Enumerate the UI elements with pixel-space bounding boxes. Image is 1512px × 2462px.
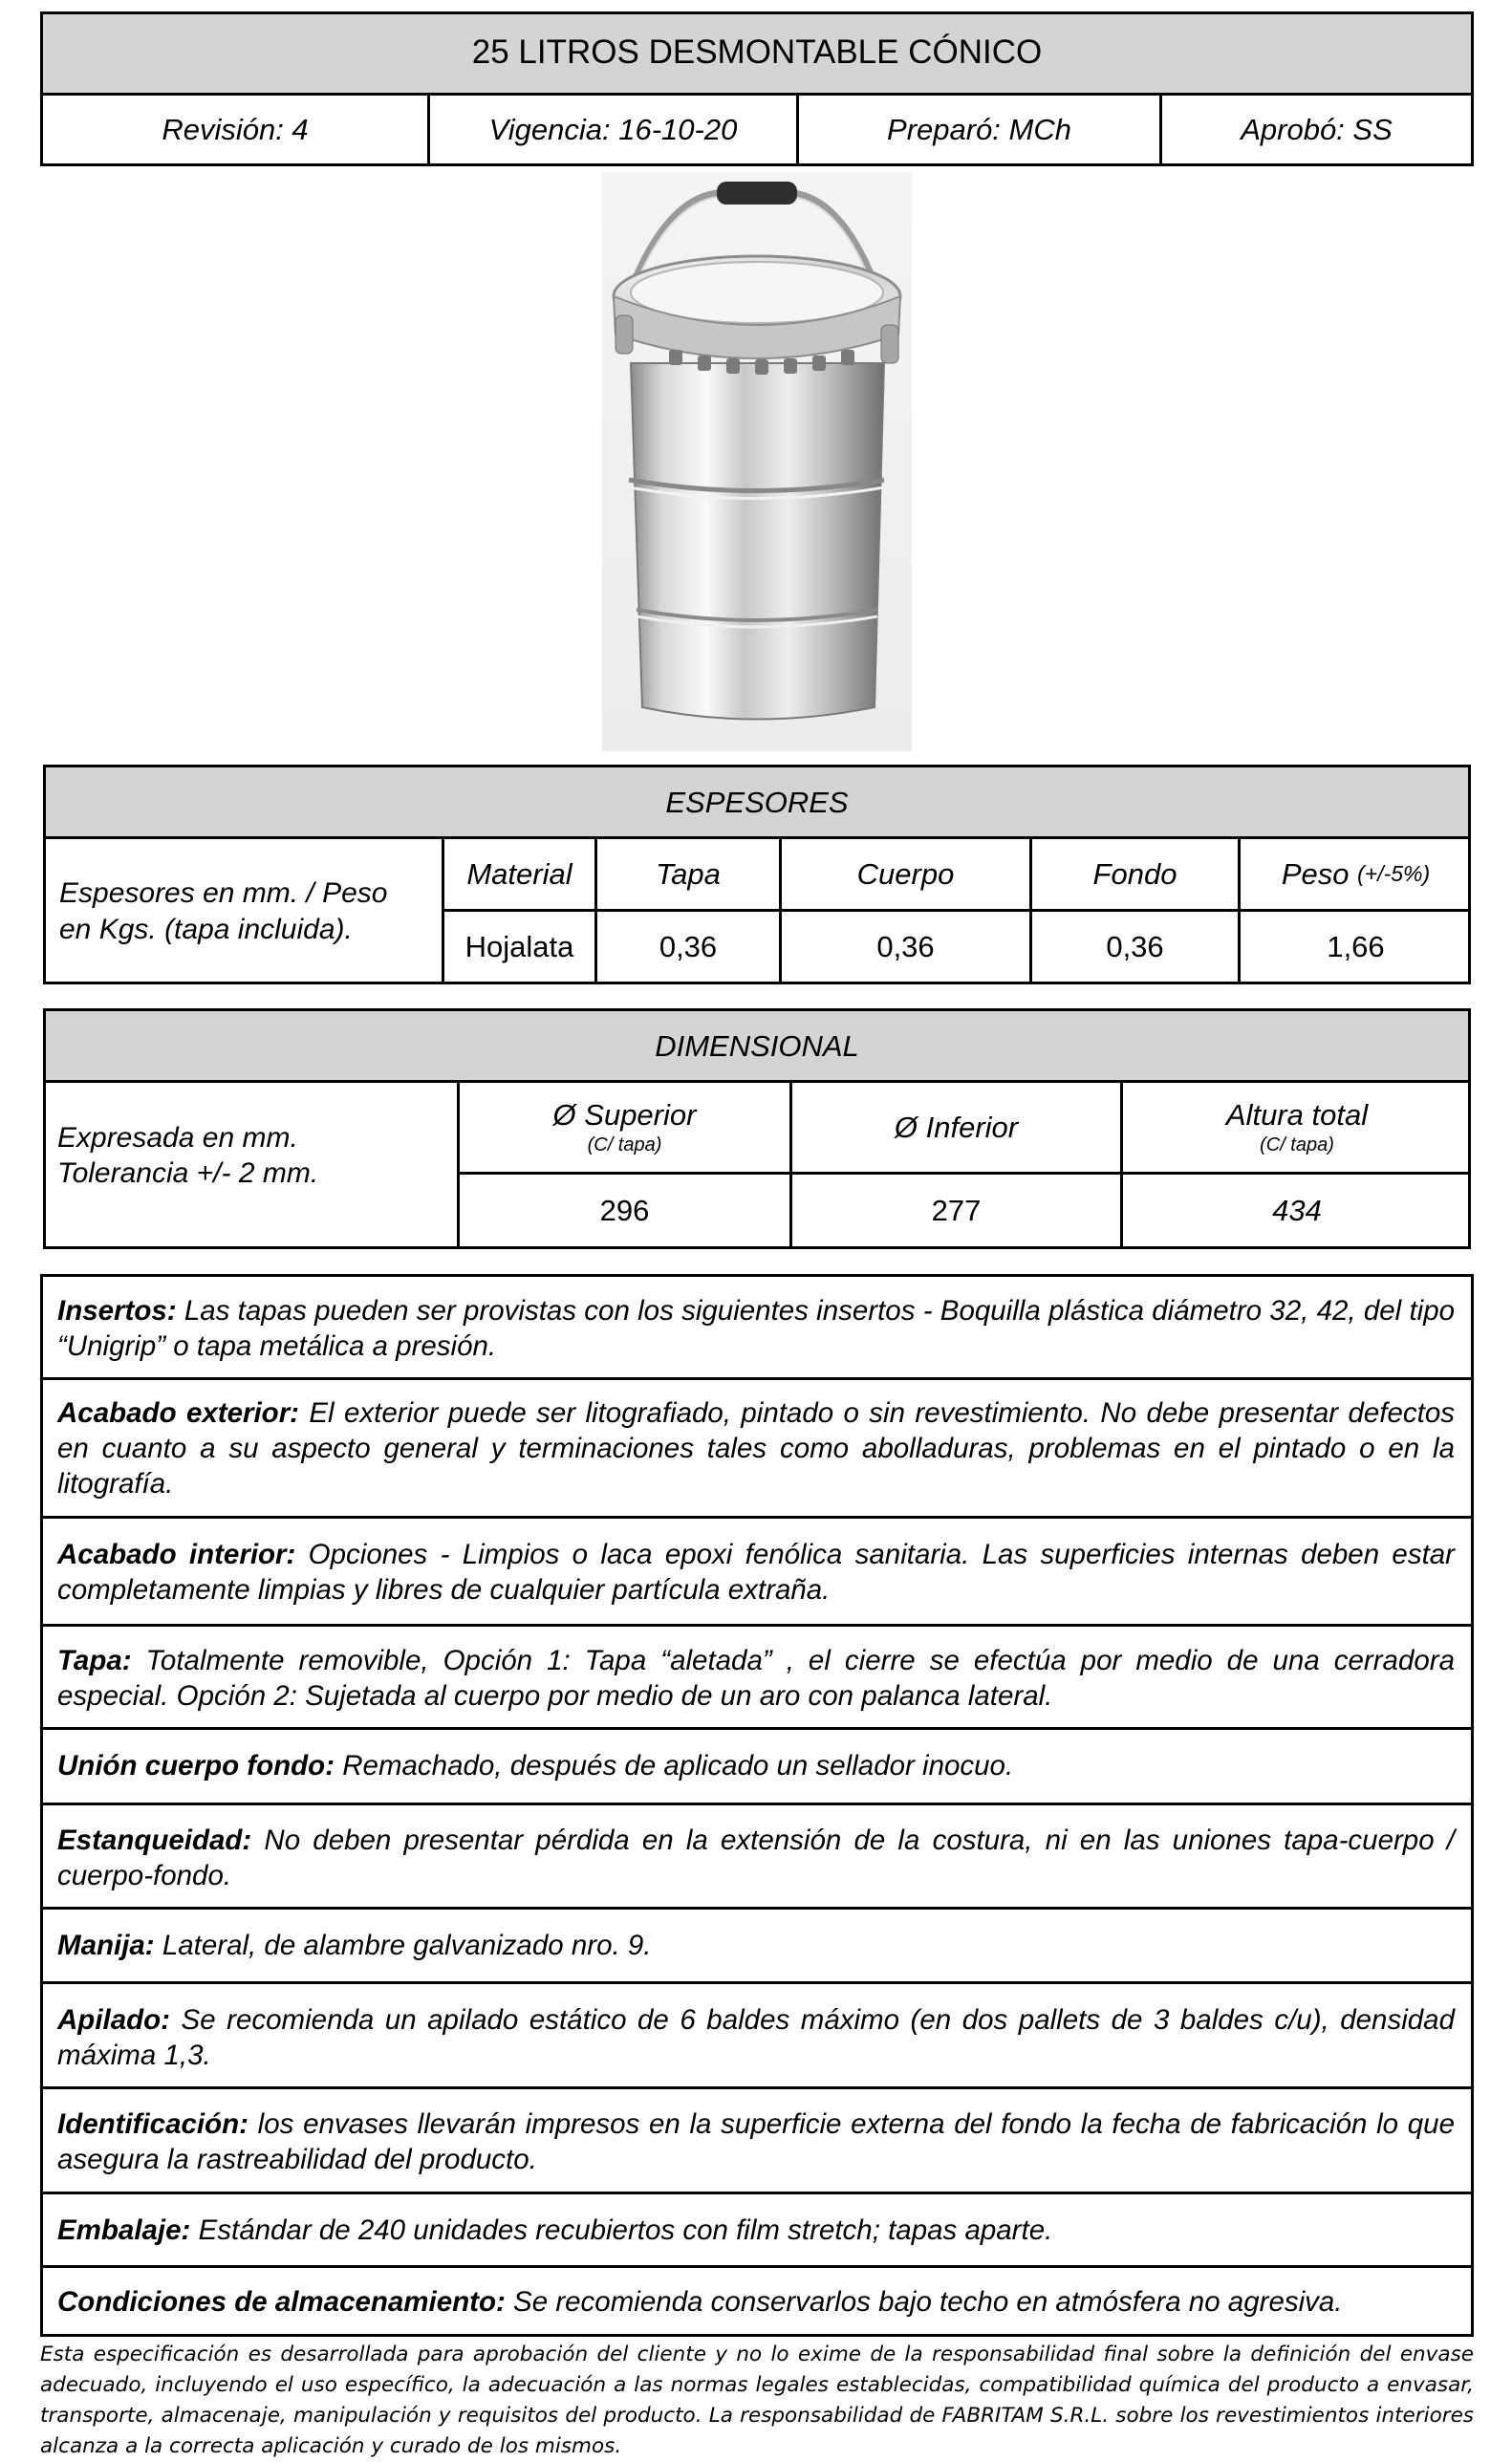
spec-union-cuerpo-fondo [57, 1748, 1455, 1783]
inferior-label: Ø Inferior [894, 1110, 1019, 1144]
dimensional-title: DIMENSIONAL [655, 1029, 859, 1063]
metal-bucket-icon [602, 172, 912, 751]
spec-union-text: Remachado, después de aplicado un sellador inocuo. [342, 1750, 1014, 1782]
spec-manija-text: Lateral, de alambre galvanizado nro. 9. [162, 1930, 652, 1961]
dimensional-note-tolerance: Tolerancia +/- 2 mm. [57, 1157, 319, 1189]
spec-embalaje-label: Embalaje: [57, 2214, 191, 2246]
spec-apilado-label: Apilado: [57, 2004, 170, 2036]
spec-tapa-text: Totalmente removible, Opción 1: Tapa “aletada” , el cierre se efectúa por medio de una cerradora especial. Opción 2: Sujetada al cuerpo por medio de un aro con palanca lateral. [57, 1645, 1456, 1712]
dimensional-note-units: Expresada en mm. [57, 1122, 298, 1154]
spec-apilado [57, 2002, 1455, 2073]
espesores-note: Espesores en mm. / Peso en Kgs. (tapa incluida). [59, 877, 388, 945]
espesores-header-material: Material [466, 856, 572, 891]
spec-tapa-label: Tapa: [57, 1645, 132, 1676]
spec-tapa [57, 1643, 1455, 1714]
aprobo-label: Aprobó: SS [1241, 113, 1393, 146]
spec-estanqueidad [57, 1823, 1455, 1893]
dimensional-value-inferior: 277 [931, 1193, 982, 1227]
document-title: 25 LITROS DESMONTABLE CÓNICO [471, 33, 1043, 71]
espesores-value-peso: 1,66 [1327, 929, 1385, 963]
espesores-header-cuerpo: Cuerpo [856, 856, 955, 891]
spec-acabado-interior-label: Acabado interior: [57, 1539, 296, 1570]
dimensional-value-superior: 296 [599, 1193, 650, 1227]
altura-sub: (C/ tapa) [1260, 1134, 1334, 1155]
dimensional-header-inferior [792, 1083, 1120, 1172]
spec-acabado-interior [57, 1537, 1455, 1608]
spec-union-label: Unión cuerpo fondo: [57, 1750, 335, 1782]
spec-identificacion-label: Identificación: [57, 2108, 248, 2140]
peso-tolerance: (+/-5%) [1357, 861, 1431, 886]
vigencia-label: Vigencia: 16-10-20 [488, 113, 738, 146]
spec-acabado-interior-text: Opciones - Limpios o laca epoxi fenólica sanitaria. Las superficies internas deben estar completamente limpias y libres de cualquier partícula extraña. [57, 1539, 1455, 1606]
spec-insertos-text: Las tapas pueden ser provistas con los siguientes insertos - Boquilla plástica diámetro 32, 42, del tipo “Unigrip” o tapa metálica a presión. [57, 1295, 1456, 1362]
espesores-value-fondo: 0,36 [1106, 929, 1164, 963]
espesores-title: ESPESORES [665, 786, 849, 819]
spec-apilado-text: Se recomienda un apilado estático de 6 baldes máximo (en dos pallets de 3 baldes c/u), densidad máxima 1,3. [57, 2004, 1455, 2071]
spec-estanqueidad-text: No deben presentar pérdida en la extensión de la costura, ni en las uniones tapa-cuerpo / cuerpo-fondo. [57, 1825, 1455, 1891]
superior-label: Ø Superior [552, 1098, 697, 1132]
disclaimer-footer: Esta especificación es desarrollada para aprobación del cliente y no lo exime de la responsabilidad final sobre la definición del envase adecuado, incluyendo el uso específico, la adecuación a las normas legales establecidas, compatibilidad química del producto a envasar, transporte, almacenaje, manipulación y requisitos del producto. La responsabilidad de FABRITAM S.R.L. sobre los revestimientos interiores alcanza a la correcta aplicación y curado de los mismos. [40, 2343, 1474, 2458]
spec-condiciones-almacenamiento [57, 2284, 1455, 2320]
espesores-header-peso [1241, 839, 1471, 909]
spec-manija [57, 1928, 1455, 1963]
dimensional-header-superior [460, 1083, 789, 1172]
espesores-value-cuerpo: 0,36 [876, 929, 935, 963]
spec-condiciones-label: Condiciones de almacenamiento: [57, 2286, 506, 2318]
spec-insertos-label: Insertos: [57, 1295, 177, 1327]
spec-estanqueidad-label: Estanqueidad: [57, 1825, 252, 1856]
spec-identificacion [57, 2106, 1455, 2177]
espesores-value-tapa: 0,36 [659, 929, 718, 963]
dimensional-note [57, 1120, 440, 1191]
spec-manija-label: Manija: [57, 1930, 155, 1961]
espesores-value-material: Hojalata [464, 929, 574, 963]
spec-embalaje [57, 2213, 1455, 2248]
spec-insertos [57, 1293, 1455, 1364]
altura-label: Altura total [1225, 1098, 1369, 1132]
spec-identificacion-text: los envases llevarán impresos en la superficie externa del fondo la fecha de fabricación lo que asegura la rastreabilidad del producto. [57, 2108, 1455, 2175]
product-image [602, 172, 912, 751]
peso-label: Peso [1281, 856, 1350, 891]
spec-acabado-exterior-label: Acabado exterior: [57, 1397, 299, 1429]
dimensional-value-altura: 434 [1272, 1193, 1322, 1227]
superior-sub: (C/ tapa) [587, 1134, 662, 1155]
espesores-header-fondo: Fondo [1092, 856, 1177, 891]
spec-embalaje-text: Estándar de 240 unidades recubiertos con film stretch; tapas aparte. [198, 2214, 1053, 2246]
dimensional-header-altura [1123, 1083, 1471, 1172]
spec-acabado-exterior [57, 1395, 1455, 1501]
revision-label: Revisión: 4 [162, 113, 309, 146]
preparo-label: Preparó: MCh [887, 113, 1071, 146]
spec-acabado-exterior-text: El exterior puede ser litografiado, pintado o sin revestimiento. No debe presentar defectos en cuanto a su aspecto general y terminaciones tales como abolladuras, problemas en el pintado o en la litografía. [57, 1397, 1455, 1500]
spec-condiciones-text: Se recomienda conservarlos bajo techo en atmósfera no agresiva. [513, 2286, 1343, 2318]
espesores-header-tapa: Tapa [656, 856, 721, 891]
